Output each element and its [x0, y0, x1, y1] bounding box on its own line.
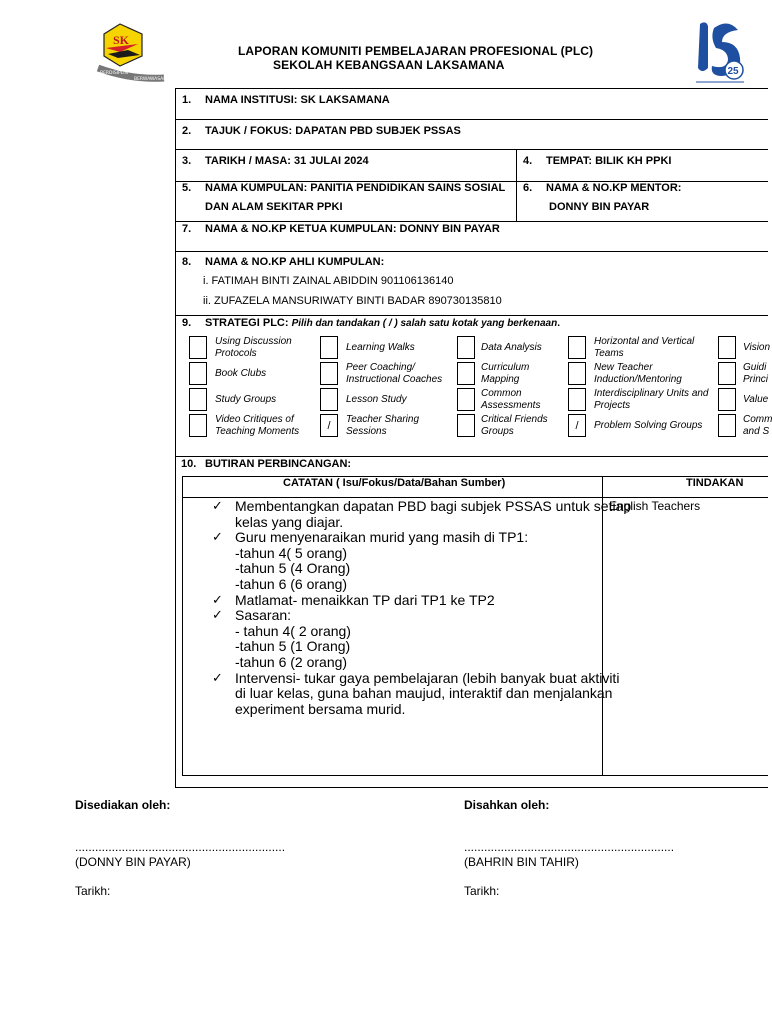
strategy-label-line2: Protocols	[215, 348, 257, 359]
strategy-label-line1: Interdisciplinary Units and	[594, 388, 709, 399]
strategy-label-line1: Study Groups	[215, 394, 277, 405]
note-line: experiment bersama murid.	[235, 700, 406, 717]
ministry-logo	[692, 18, 748, 86]
strategy-label-line2: Sessions	[346, 426, 387, 437]
strategy-checkbox[interactable]	[189, 362, 207, 385]
strategy-label	[215, 336, 292, 360]
strategy-label	[346, 342, 415, 354]
strategy-label-line2: Instructional Coaches	[346, 374, 443, 385]
mentor-name: DONNY BIN PAYAR	[549, 201, 650, 213]
strategy-label	[481, 362, 529, 386]
strategy-checkbox[interactable]	[718, 388, 736, 411]
note-line: di luar kelas, guna bahan maujud, interaktif dan menjalankan	[235, 685, 613, 702]
checkmark-icon: ✓	[212, 591, 223, 607]
strategy-label-line1: Critical Friends	[481, 414, 548, 425]
checkmark-icon: ✓	[212, 529, 223, 545]
checkmark-icon: ✓	[212, 669, 223, 685]
strategy-checkbox[interactable]: /	[568, 414, 586, 437]
group-name-line2: DAN ALAM SEKITAR PPKI	[205, 201, 343, 213]
row-9-number: 9.	[182, 317, 192, 329]
school-logo	[98, 22, 167, 94]
note-line: -tahun 5 (4 Orang)	[235, 560, 351, 577]
approved-by-name: (BAHRIN BIN TAHIR)	[464, 855, 579, 869]
strategy-label	[594, 420, 702, 432]
strategy-label-line1: Comm	[743, 414, 772, 425]
institution-name: NAMA INSTITUSI: SK LAKSAMANA	[205, 94, 390, 106]
strategy-checkbox[interactable]	[457, 362, 475, 385]
note-line: -tahun 5 (1 Orang)	[235, 638, 351, 655]
strategy-checkbox[interactable]	[320, 388, 338, 411]
prepared-by-name: (DONNY BIN PAYAR)	[75, 855, 191, 869]
svg-text:SK: SK	[113, 33, 130, 47]
leader-row	[205, 223, 500, 235]
strategy-label-line1: Peer Coaching/	[346, 362, 415, 373]
strategy-label	[594, 362, 682, 386]
strategy-label	[743, 342, 770, 354]
strategy-label-line2: Mapping	[481, 374, 520, 385]
strategy-label-line1: Value	[743, 394, 769, 405]
leader-label: NAMA & NO.KP KETUA KUMPULAN	[205, 223, 393, 235]
strategy-header: STRATEGI PLC: Pilih dan tandakan ( / ) salah satu kotak yang berkenaan.	[205, 317, 560, 329]
date-time: TARIKH / MASA: 31 JULAI 2024	[205, 155, 369, 167]
topic-focus: TAJUK / FOKUS: DAPATAN PBD SUBJEK PSSAS	[205, 125, 461, 137]
note-line: Matlamat- menaikkan TP dari TP1 ke TP2	[235, 591, 495, 608]
strategy-checkbox[interactable]	[718, 362, 736, 385]
strategy-label	[481, 388, 540, 412]
strategy-checkbox[interactable]	[568, 388, 586, 411]
note-line: - tahun 4( 2 orang)	[235, 622, 351, 639]
strategy-label	[215, 394, 276, 406]
strategy-label-line2: and S	[743, 426, 770, 437]
strategy-label	[346, 362, 442, 386]
strategy-checkbox[interactable]	[457, 388, 475, 411]
note-line: kelas yang diajar.	[235, 513, 344, 530]
strategy-label	[215, 414, 299, 438]
approved-signature-line: ...............................................................	[464, 840, 675, 854]
note-line: -tahun 4( 5 orang)	[235, 544, 348, 561]
strategy-label	[743, 414, 772, 438]
notes-column-header: CATATAN ( Isu/Fokus/Data/Bahan Sumber)	[283, 477, 506, 489]
logo-25-text: 25	[727, 66, 739, 77]
group-name-line1: NAMA KUMPULAN: PANITIA PENDIDIKAN SAINS SOSIAL	[205, 182, 506, 194]
member-2: ii. ZUFAZELA MANSURIWATY BINTI BADAR 890730135810	[203, 295, 502, 307]
strategy-checkbox[interactable]	[189, 388, 207, 411]
strategy-checkbox[interactable]	[457, 336, 475, 359]
row-1-number: 1.	[182, 94, 192, 106]
strategy-checkbox[interactable]	[718, 336, 736, 359]
strategy-checkbox[interactable]	[457, 414, 475, 437]
row-2-number: 2.	[182, 125, 192, 137]
logo-ribbon-left: BERDISIPLIN	[100, 71, 128, 76]
note-line: -tahun 6 (2 orang)	[235, 654, 348, 670]
note-line: -tahun 6 (6 orang)	[235, 576, 348, 592]
prepared-date-label: Tarikh:	[75, 884, 111, 898]
members-label: NAMA & NO.KP AHLI KUMPULAN:	[205, 256, 385, 268]
row-10-number: 10.	[181, 458, 197, 470]
strategy-label	[594, 336, 694, 360]
venue: TEMPAT: BILIK KH PPKI	[546, 155, 672, 167]
row-4-number: 4.	[523, 155, 533, 167]
strategy-label	[346, 394, 407, 406]
strategy-checkbox[interactable]	[320, 336, 338, 359]
approved-by-label: Disahkan oleh:	[464, 798, 550, 812]
row-6-number: 6.	[523, 182, 533, 194]
strategy-checkbox[interactable]	[320, 362, 338, 385]
action-text: English Teachers	[609, 499, 701, 513]
strategy-checkbox[interactable]	[189, 336, 207, 359]
checkmark-icon: ✓	[212, 607, 223, 623]
report-title: LAPORAN KOMUNITI PEMBELAJARAN PROFESIONAL (PLC)	[238, 44, 594, 58]
row-3-number: 3.	[182, 155, 192, 167]
strategy-label-line1: Horizontal and Vertical	[594, 336, 695, 347]
strategy-checkbox[interactable]	[718, 414, 736, 437]
strategy-label	[481, 414, 548, 438]
strategy-label	[215, 368, 266, 380]
strategy-label-line1: Common	[481, 388, 522, 399]
strategy-label-line1: Using Discussion	[215, 336, 292, 347]
strategy-label-line1: Teacher Sharing	[346, 414, 420, 425]
row-8-number: 8.	[182, 256, 192, 268]
strategy-label-line1: Data Analysis	[481, 342, 542, 353]
note-line: Guru menyenaraikan murid yang masih di TP1:	[235, 529, 529, 546]
strategy-label-line2: Assessments	[481, 400, 541, 411]
strategy-label	[743, 362, 768, 386]
approved-date-label: Tarikh:	[464, 884, 500, 898]
strategy-label-line1: Lesson Study	[346, 394, 407, 405]
strategy-label-line2: Teaching Moments	[215, 426, 300, 437]
strategy-label	[743, 394, 768, 406]
note-line: Membentangkan dapatan PBD bagi subjek PSSAS untuk setiap	[235, 498, 632, 514]
strategy-instruction: Pilih dan tandakan ( / ) salah satu kotak yang berkenaan	[291, 318, 558, 329]
strategy-label-line1: Problem Solving Groups	[594, 420, 703, 431]
discussion-label: BUTIRAN PERBINCANGAN:	[205, 458, 352, 470]
prepared-by-label: Disediakan oleh:	[75, 798, 171, 812]
strategy-label-line1: Learning Walks	[346, 342, 415, 353]
strategy-label-line2: Teams	[594, 348, 624, 359]
strategy-checkbox[interactable]: /	[320, 414, 338, 437]
note-line: Intervensi- tukar gaya pembelajaran (lebih banyak buat aktiviti	[235, 669, 620, 686]
note-line: Sasaran:	[235, 607, 292, 624]
strategy-label-line1: Vision	[743, 342, 771, 353]
checkmark-icon: ✓	[212, 498, 223, 513]
strategy-label-line1: Book Clubs	[215, 368, 267, 379]
logo-ribbon-right: BERWAWASAN	[134, 77, 167, 82]
mentor-label: NAMA & NO.KP MENTOR:	[546, 182, 682, 194]
strategy-label-line1: Guidi	[743, 362, 767, 373]
action-column-header: TINDAKAN	[686, 477, 744, 489]
strategy-label	[594, 388, 709, 412]
school-name: SEKOLAH KEBANGSAAN LAKSAMANA	[273, 58, 505, 72]
row-5-number: 5.	[182, 182, 192, 194]
strategy-label-line2: Induction/Mentoring	[594, 374, 682, 385]
strategy-label: STRATEGI PLC:	[205, 317, 289, 329]
strategy-checkbox[interactable]	[568, 336, 586, 359]
prepared-signature-line: ...............................................................	[75, 840, 286, 854]
strategy-label-line2: Projects	[594, 400, 631, 411]
strategy-label-line2: Groups	[481, 426, 514, 437]
strategy-label-line1: Curriculum	[481, 362, 530, 373]
strategy-checkbox[interactable]	[568, 362, 586, 385]
strategy-label-line1: Video Critiques of	[215, 414, 294, 425]
leader-name: : DONNY BIN PAYAR	[392, 223, 500, 235]
strategy-checkbox[interactable]	[189, 414, 207, 437]
strategy-label-line1: New Teacher	[594, 362, 653, 373]
strategy-label	[481, 342, 542, 354]
strategy-label	[346, 414, 419, 438]
strategy-label-line2: Princi	[743, 374, 769, 385]
member-1: i. FATIMAH BINTI ZAINAL ABIDDIN 901106136140	[203, 275, 454, 287]
row-7-number: 7.	[182, 223, 192, 235]
